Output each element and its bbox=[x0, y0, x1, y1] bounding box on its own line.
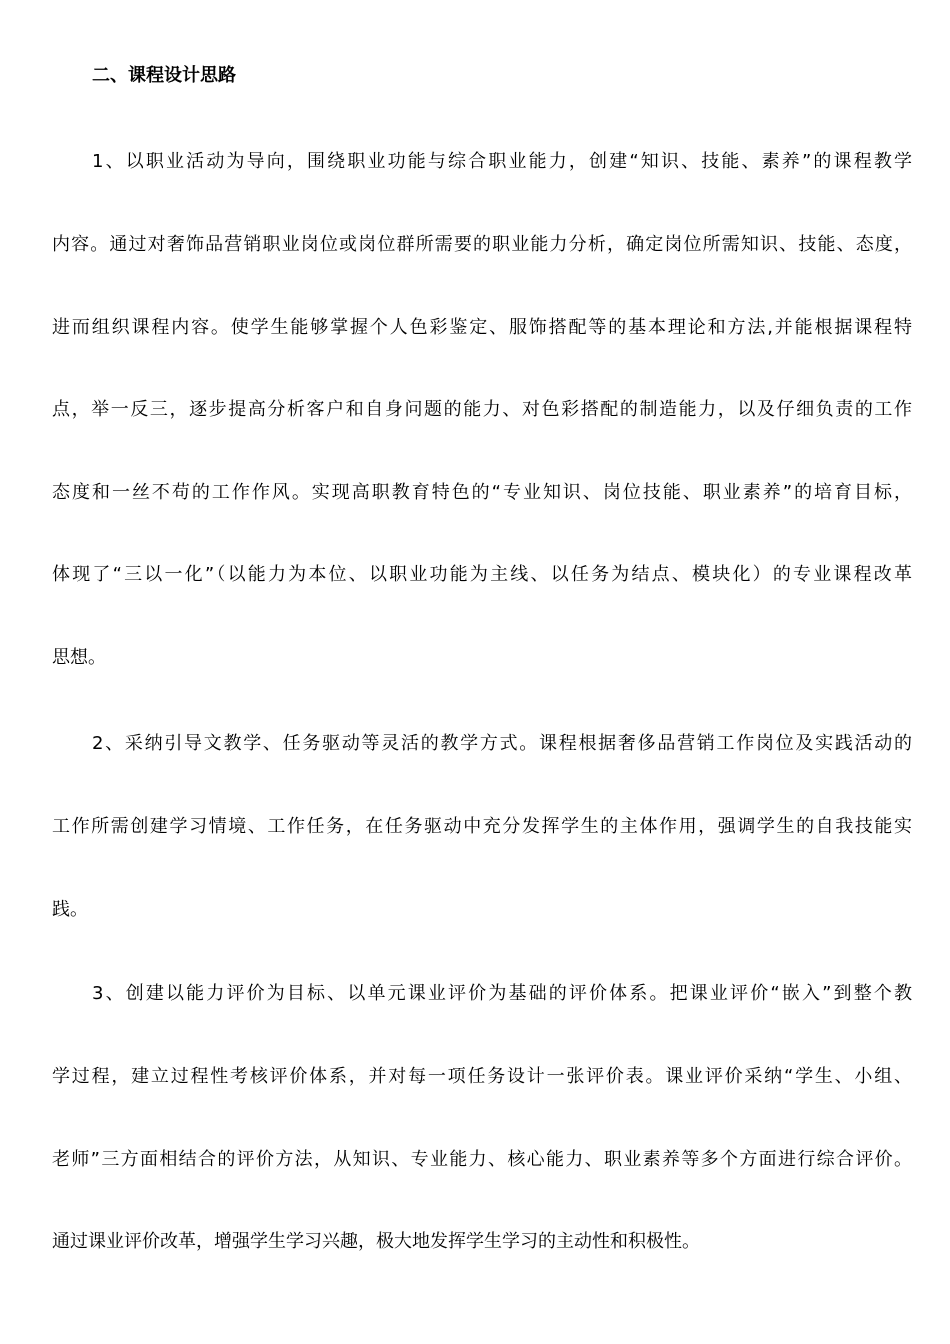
paragraph-1-line-5: 态度和一丝不苟的工作作风。实现高职教育特色的“专业知识、岗位技能、职业素养”的培育目标， bbox=[52, 482, 912, 503]
paragraph-3-line-4: 通过课业评价改革，增强学生学习兴趣，极大地发挥学生学习的主动性和积极性。 bbox=[52, 1231, 700, 1252]
paragraph-2-line-3: 践。 bbox=[52, 899, 88, 920]
paragraph-3-line-2: 学过程，建立过程性考核评价体系，并对每一项任务设计一张评价表。课业评价采纳“学生、小组、 bbox=[52, 1066, 912, 1087]
paragraph-1-line-1: 1、以职业活动为导向，围绕职业功能与综合职业能力，创建“知识、技能、素养”的课程教学 bbox=[92, 151, 912, 172]
section-heading: 二、课程设计思路 bbox=[92, 65, 236, 86]
paragraph-1-line-7: 思想。 bbox=[52, 647, 106, 668]
paragraph-1-line-6: 体现了“三以一化”（以能力为本位、以职业功能为主线、以任务为结点、模块化）的专业课程改革 bbox=[52, 564, 912, 585]
paragraph-2-line-2: 工作所需创建学习情境、工作任务，在任务驱动中充分发挥学生的主体作用，强调学生的自我技能实 bbox=[52, 816, 912, 837]
paragraph-3-line-3: 老师”三方面相结合的评价方法，从知识、专业能力、核心能力、职业素养等多个方面进行综合评价。 bbox=[52, 1149, 912, 1170]
paragraph-1-line-3: 进而组织课程内容。使学生能够掌握个人色彩鉴定、服饰搭配等的基本理论和方法,并能根据课程特 bbox=[52, 317, 912, 338]
paragraph-1-line-2: 内容。通过对奢饰品营销职业岗位或岗位群所需要的职业能力分析，确定岗位所需知识、技能、态度， bbox=[52, 234, 912, 255]
paragraph-3-line-1: 3、创建以能力评价为目标、以单元课业评价为基础的评价体系。把课业评价“嵌入”到整个教 bbox=[92, 983, 912, 1004]
paragraph-2-line-1: 2、采纳引导文教学、任务驱动等灵活的教学方式。课程根据奢侈品营销工作岗位及实践活动的 bbox=[92, 733, 912, 754]
paragraph-1-line-4: 点，举一反三，逐步提高分析客户和自身问题的能力、对色彩搭配的制造能力，以及仔细负责的工作 bbox=[52, 399, 912, 420]
